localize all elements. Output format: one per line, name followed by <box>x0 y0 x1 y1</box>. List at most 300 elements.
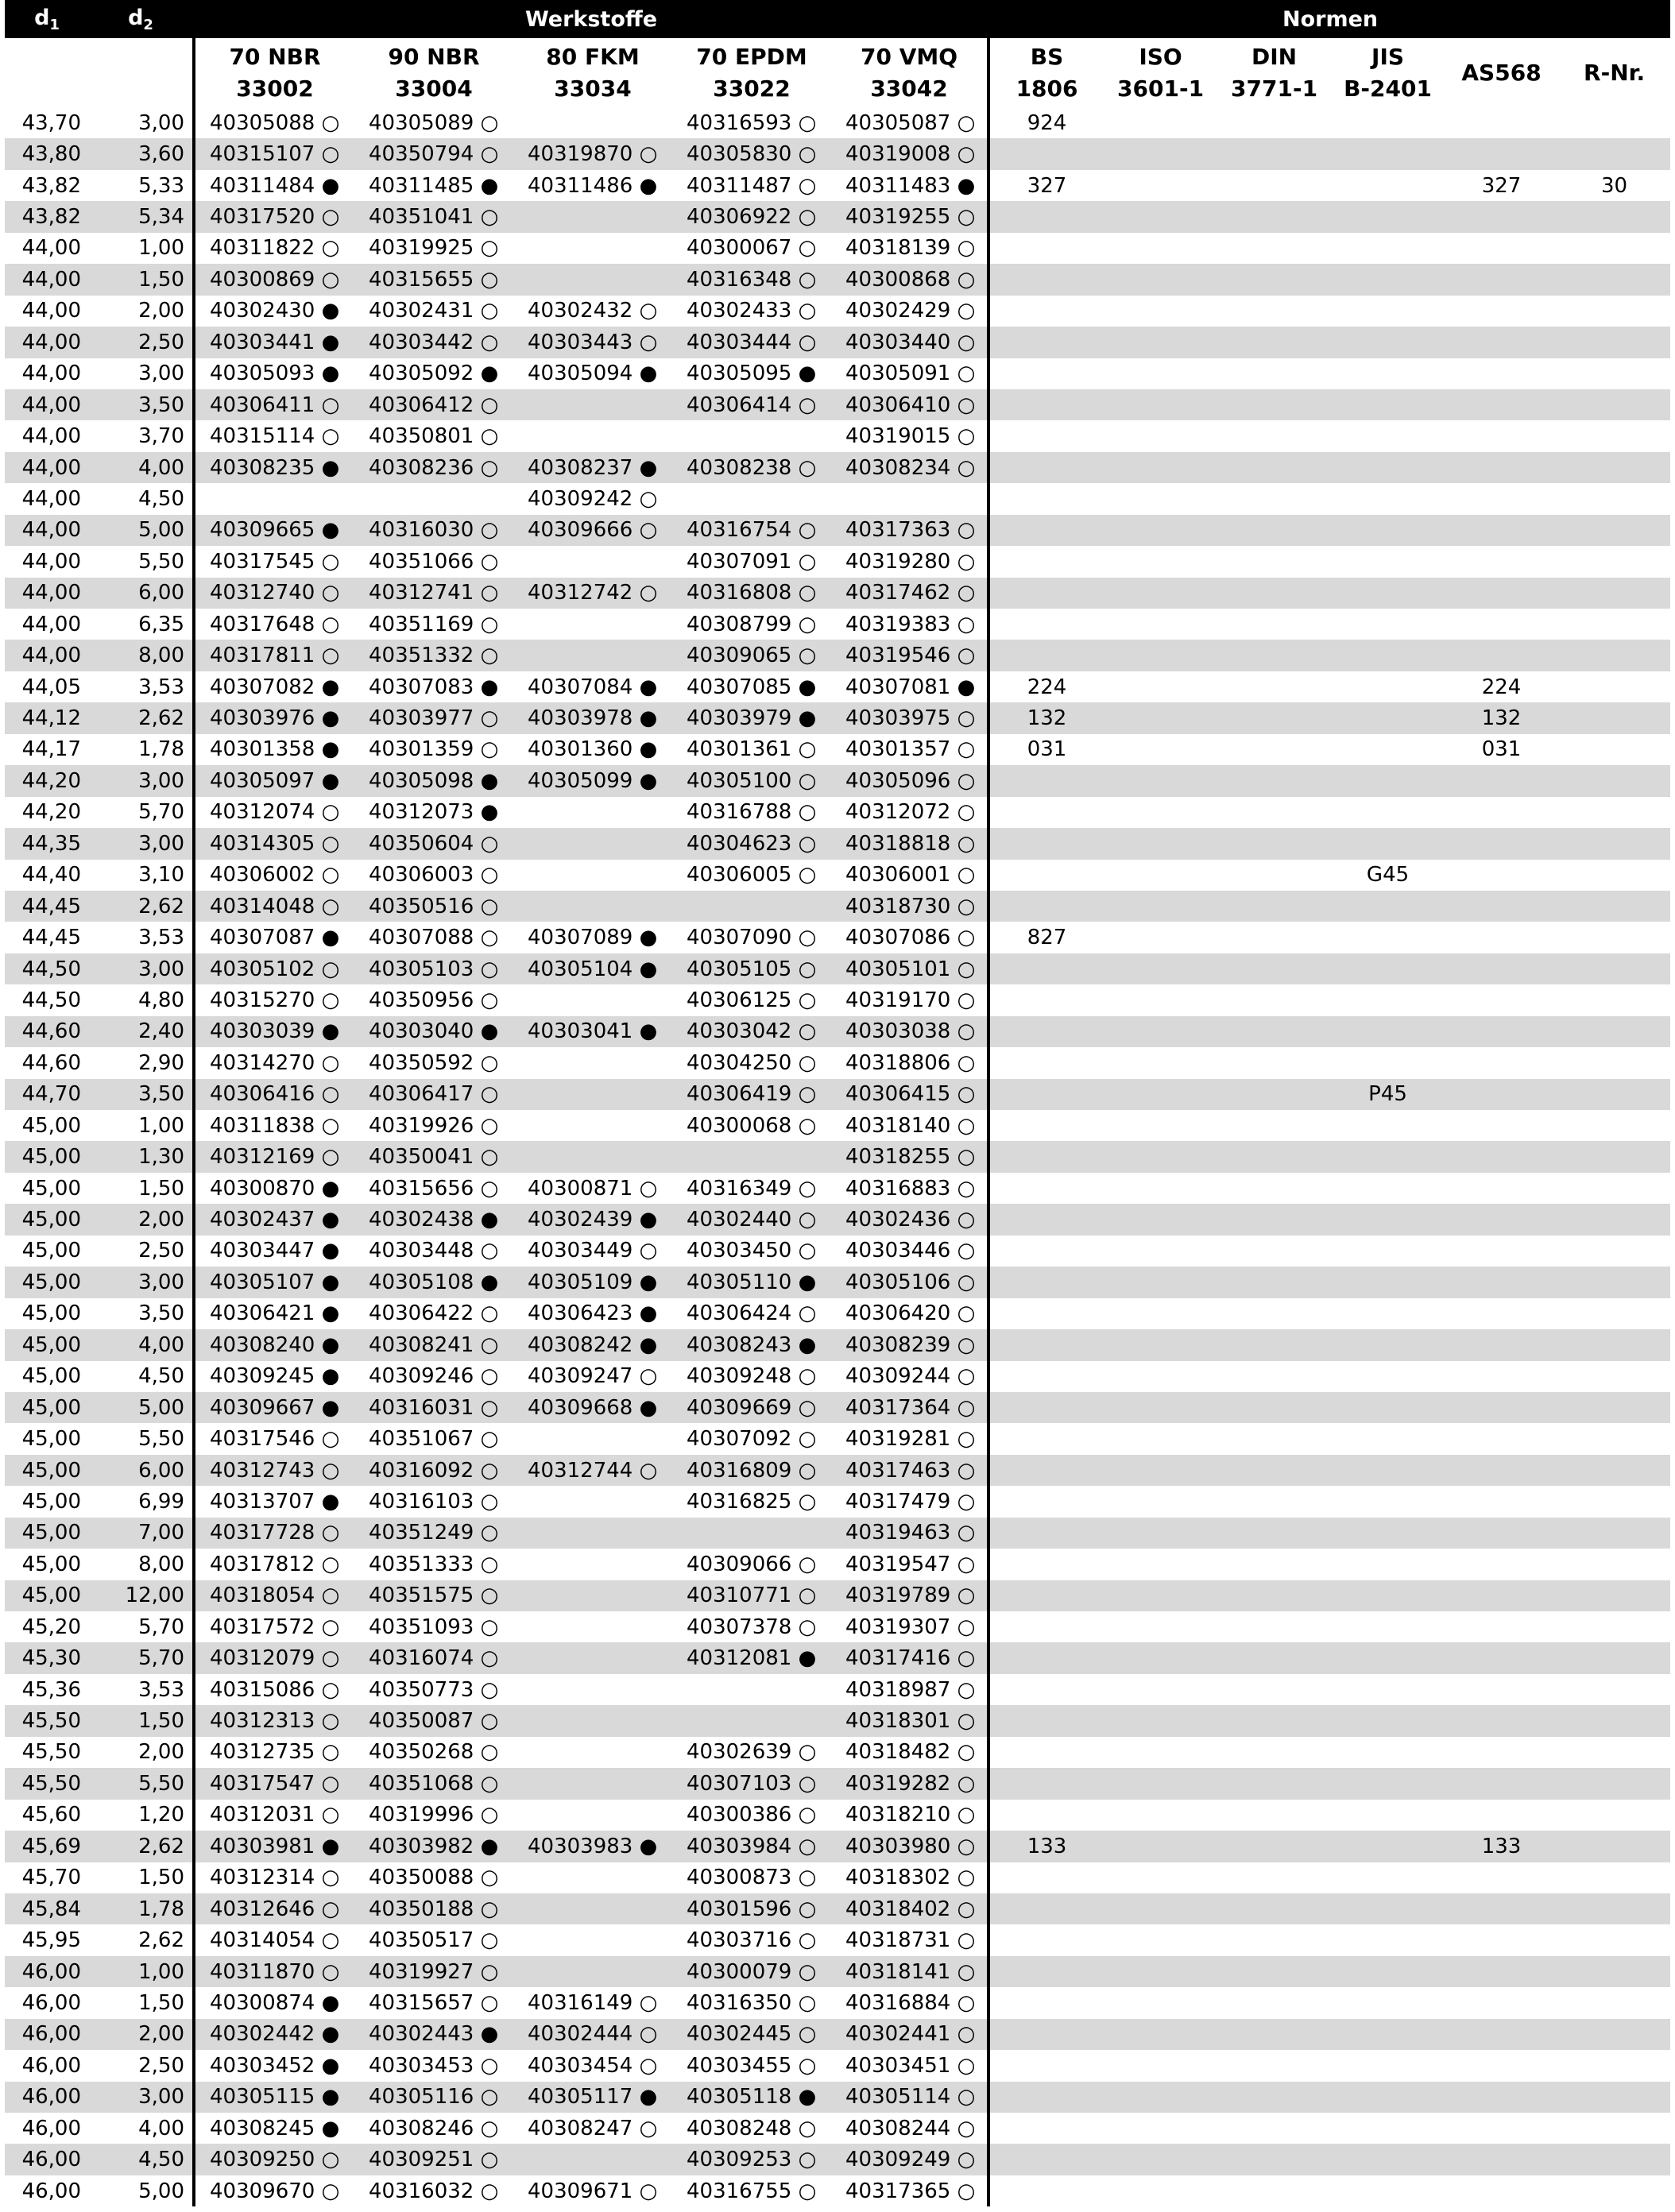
cell-nbr70: 40312735 ○ <box>210 1740 340 1765</box>
cell-d2: 6,35 <box>89 609 195 640</box>
cell-jis2401 <box>1331 1016 1445 1047</box>
cell-iso3601 <box>1104 233 1217 264</box>
cell-vmq70: 40319015 ○ <box>831 420 990 451</box>
table-row <box>5 1236 1670 1266</box>
cell-bs1806 <box>990 420 1104 451</box>
cell-epdm70: 40309669 ○ <box>672 1392 831 1423</box>
cell-as568 <box>1445 1298 1558 1329</box>
cell-as568 <box>1445 1611 1558 1642</box>
cell-jis2401 <box>1331 2019 1445 2050</box>
table-row <box>5 1329 1670 1360</box>
cell-vmq70: 40318818 ○ <box>831 828 990 859</box>
cell-bs1806 <box>990 1705 1104 1736</box>
cell-nbr70: 40317545 ○ <box>210 549 340 574</box>
cell-nbr70: 40306002 ○ <box>210 863 340 888</box>
cell-d1: 46,00 <box>5 2019 89 2050</box>
cell-fkm80 <box>513 1423 672 1454</box>
cell-d1: 45,50 <box>5 1768 89 1799</box>
cell-jis2401 <box>1331 1893 1445 1924</box>
cell-vmq70: 40318731 ○ <box>831 1924 990 1955</box>
cell-din3771 <box>1217 1204 1331 1235</box>
cell-din3771 <box>1217 138 1331 169</box>
material-header-nbr90: 90 NBR 33004 <box>354 38 513 107</box>
cell-fkm80 <box>513 828 672 859</box>
cell-d1: 44,00 <box>21 299 81 323</box>
cell-d2: 2,62 <box>89 702 195 733</box>
cell-vmq70: 40309249 ○ <box>831 2144 990 2175</box>
cell-iso3601 <box>1104 1423 1217 1454</box>
cell-nbr90: 40309251 ○ <box>354 2144 513 2175</box>
cell-d1: 44,00 <box>5 327 89 358</box>
cell-rnr <box>1558 953 1670 984</box>
cell-rnr <box>1558 1831 1670 1862</box>
cell-bs1806 <box>990 1674 1104 1705</box>
table-row <box>5 1642 1670 1673</box>
cell-rnr <box>1558 734 1670 765</box>
table-row <box>5 2082 1670 2113</box>
cell-iso3601 <box>1104 640 1217 671</box>
cell-as568 <box>1445 138 1558 169</box>
cell-d1: 44,00 <box>21 236 81 261</box>
cell-as568 <box>1445 1800 1558 1831</box>
table-row <box>5 797 1670 828</box>
cell-d2: 6,00 <box>89 1455 195 1486</box>
cell-epdm70: 40316349 ○ <box>687 1176 817 1201</box>
cell-nbr90: 40316032 ○ <box>369 2179 499 2203</box>
cell-iso3601 <box>1104 201 1217 232</box>
cell-d1: 45,00 <box>21 1489 81 1514</box>
cell-as568 <box>1445 828 1558 859</box>
cell-din3771 <box>1217 1987 1331 2018</box>
cell-jis2401 <box>1331 765 1445 796</box>
cell-d1: 43,82 <box>21 173 81 198</box>
cell-epdm70: 40316755 ○ <box>687 2179 817 2203</box>
cell-bs1806: 827 <box>1027 926 1067 950</box>
cell-d2: 1,50 <box>89 1987 195 2018</box>
cell-nbr90: 40305089 ○ <box>369 110 499 135</box>
cell-epdm70: 40303444 ○ <box>672 327 831 358</box>
cell-d1: 45,00 <box>5 1266 89 1297</box>
cell-nbr90: 40350956 ○ <box>369 988 499 1012</box>
cell-d2: 12,00 <box>89 1580 195 1611</box>
cell-d1: 45,69 <box>5 1831 89 1862</box>
cell-nbr70: 40315086 ○ <box>210 1677 340 1702</box>
cell-nbr90: 40350516 ○ <box>354 891 513 922</box>
cell-rnr <box>1558 233 1670 264</box>
cell-iso3601 <box>1104 2050 1217 2081</box>
cell-nbr90: 40316092 ○ <box>354 1455 513 1486</box>
cell-epdm70 <box>672 1674 831 1705</box>
cell-epdm70: 40301596 ○ <box>672 1893 831 1924</box>
cell-d2: 2,62 <box>89 1924 195 1955</box>
cell-jis2401 <box>1331 1549 1445 1580</box>
cell-nbr90: 40302431 ○ <box>369 299 499 323</box>
cell-d1: 44,12 <box>5 702 89 733</box>
cell-as568: 031 <box>1481 737 1522 762</box>
cell-bs1806 <box>990 1893 1104 1924</box>
cell-vmq70: 40319255 ○ <box>831 201 990 232</box>
cell-rnr <box>1558 828 1670 859</box>
cell-d1: 44,45 <box>21 926 81 950</box>
table-row <box>5 702 1670 733</box>
cell-jis2401 <box>1331 233 1445 264</box>
cell-nbr70: 40311870 ○ <box>195 1956 354 1987</box>
table-row <box>5 1580 1670 1611</box>
table-row <box>5 1141 1670 1172</box>
cell-d1: 46,00 <box>21 2053 81 2078</box>
cell-as568 <box>1445 609 1558 640</box>
cell-jis2401 <box>1331 1956 1445 1987</box>
cell-nbr90: 40315657 ○ <box>369 1990 499 2015</box>
cell-d1: 45,00 <box>21 1427 81 1452</box>
cell-bs1806 <box>990 1549 1104 1580</box>
cell-vmq70: 40305114 ○ <box>831 2082 990 2113</box>
cell-nbr90: 40307088 ○ <box>369 926 499 950</box>
cell-nbr90: 40312741 ○ <box>354 578 513 609</box>
cell-rnr <box>1558 2113 1670 2144</box>
cell-bs1806: 132 <box>990 702 1104 733</box>
cell-jis2401 <box>1331 609 1445 640</box>
cell-rnr <box>1558 420 1670 451</box>
cell-jis2401 <box>1331 828 1445 859</box>
cell-fkm80 <box>513 1674 672 1705</box>
cell-din3771 <box>1217 2175 1331 2206</box>
cell-as568 <box>1445 797 1558 828</box>
cell-iso3601 <box>1104 2082 1217 2113</box>
cell-nbr90: 40303982 ● <box>354 1831 513 1862</box>
cell-vmq70: 40306415 ○ <box>831 1079 990 1110</box>
cell-epdm70: 40303716 ○ <box>687 1928 817 1953</box>
cell-d1: 44,00 <box>21 424 81 449</box>
cell-iso3601 <box>1104 483 1217 514</box>
cell-din3771 <box>1217 1173 1331 1204</box>
cell-d2: 5,70 <box>89 797 195 828</box>
cell-nbr90: 40350188 ○ <box>354 1893 513 1924</box>
cell-nbr70: 40306421 ● <box>210 1301 340 1326</box>
cell-iso3601 <box>1104 922 1217 953</box>
cell-iso3601 <box>1104 1549 1217 1580</box>
d2-sub-header <box>89 38 195 107</box>
cell-bs1806 <box>990 1611 1104 1642</box>
cell-nbr70: 40305107 ● <box>195 1266 354 1297</box>
cell-din3771 <box>1217 483 1331 514</box>
cell-epdm70: 40316593 ○ <box>687 110 817 135</box>
cell-bs1806 <box>990 515 1104 546</box>
cell-vmq70: 40319280 ○ <box>831 546 990 577</box>
cell-vmq70: 40305096 ○ <box>831 765 990 796</box>
cell-nbr90: 40303448 ○ <box>369 1239 499 1263</box>
cell-d2: 1,00 <box>89 233 195 264</box>
cell-vmq70: 40318402 ○ <box>831 1893 990 1924</box>
cell-fkm80 <box>513 1518 672 1549</box>
cell-nbr70: 40317812 ○ <box>210 1552 340 1576</box>
cell-epdm70: 40300873 ○ <box>687 1866 817 1890</box>
norm-header-din: DIN 3771-1 <box>1217 38 1331 107</box>
cell-bs1806 <box>990 138 1104 169</box>
cell-din3771 <box>1217 1674 1331 1705</box>
cell-d2: 2,40 <box>89 1016 195 1047</box>
cell-iso3601 <box>1104 1016 1217 1047</box>
cell-epdm70: 40306125 ○ <box>687 988 817 1012</box>
cell-rnr <box>1558 1768 1670 1799</box>
cell-d1: 45,00 <box>21 1239 81 1263</box>
cell-nbr70: 40300874 ● <box>210 1990 340 2015</box>
cell-epdm70: 40306424 ○ <box>687 1301 817 1326</box>
cell-d2: 7,00 <box>89 1518 195 1549</box>
cell-iso3601 <box>1104 264 1217 295</box>
cell-d2: 4,00 <box>89 452 195 483</box>
cell-d1: 46,00 <box>21 2179 81 2203</box>
cell-nbr90: 40350794 ○ <box>354 138 513 169</box>
cell-as568 <box>1445 1862 1558 1893</box>
cell-iso3601 <box>1104 1455 1217 1486</box>
cell-as568 <box>1445 1705 1558 1736</box>
cell-nbr90: 40351333 ○ <box>369 1552 499 1576</box>
cell-as568 <box>1445 1549 1558 1580</box>
cell-nbr70: 40311838 ○ <box>210 1113 340 1138</box>
cell-d1: 44,00 <box>5 578 89 609</box>
cell-rnr <box>1558 1047 1670 1078</box>
cell-bs1806 <box>990 2019 1104 2050</box>
cell-d1: 46,00 <box>5 2144 89 2175</box>
cell-d1: 43,82 <box>5 201 89 232</box>
cell-rnr <box>1558 1705 1670 1736</box>
cell-bs1806 <box>990 609 1104 640</box>
cell-as568 <box>1445 452 1558 483</box>
cell-epdm70: 40303042 ○ <box>672 1016 831 1047</box>
table-row <box>5 1987 1670 2018</box>
cell-nbr70: 40312314 ○ <box>210 1866 340 1890</box>
cell-vmq70: 40317462 ○ <box>831 578 990 609</box>
cell-nbr90: 40351249 ○ <box>354 1518 513 1549</box>
cell-epdm70: 40302445 ○ <box>672 2019 831 2050</box>
cell-jis2401 <box>1331 546 1445 577</box>
cell-iso3601 <box>1104 2175 1217 2206</box>
cell-din3771 <box>1217 1893 1331 1924</box>
cell-iso3601 <box>1104 2019 1217 2050</box>
cell-fkm80 <box>513 1141 672 1172</box>
cell-iso3601 <box>1104 389 1217 420</box>
cell-bs1806 <box>990 483 1104 514</box>
cell-fkm80 <box>513 1862 672 1893</box>
cell-jis2401 <box>1331 1580 1445 1611</box>
cell-vmq70: 40303038 ○ <box>831 1016 990 1047</box>
cell-d1: 44,60 <box>21 1050 81 1075</box>
cell-epdm70 <box>672 891 831 922</box>
cell-nbr90: 40303040 ● <box>354 1016 513 1047</box>
cell-nbr70: 40303447 ● <box>210 1239 340 1263</box>
cell-bs1806 <box>990 1768 1104 1799</box>
cell-fkm80 <box>513 2144 672 2175</box>
cell-iso3601 <box>1104 1893 1217 1924</box>
cell-rnr <box>1558 358 1670 389</box>
cell-fkm80: 40302439 ● <box>513 1204 672 1235</box>
cell-nbr70: 40305088 ○ <box>210 110 340 135</box>
cell-fkm80 <box>513 233 672 264</box>
cell-iso3601 <box>1104 1800 1217 1831</box>
cell-as568 <box>1445 1768 1558 1799</box>
cell-jis2401 <box>1331 1674 1445 1705</box>
cell-rnr <box>1558 1549 1670 1580</box>
d1-sub-header <box>5 38 89 107</box>
cell-as568 <box>1445 1016 1558 1047</box>
cell-as568 <box>1445 296 1558 327</box>
cell-iso3601 <box>1104 828 1217 859</box>
cell-iso3601 <box>1104 515 1217 546</box>
cell-bs1806 <box>990 1737 1104 1768</box>
cell-din3771 <box>1217 1549 1331 1580</box>
cell-jis2401 <box>1331 922 1445 953</box>
cell-din3771 <box>1217 922 1331 953</box>
cell-fkm80: 40309247 ○ <box>528 1364 658 1389</box>
cell-bs1806 <box>990 201 1104 232</box>
cell-fkm80: 40303443 ○ <box>513 327 672 358</box>
cell-epdm70: 40305100 ○ <box>672 765 831 796</box>
cell-nbr90: 40351041 ○ <box>354 201 513 232</box>
cell-d2: 4,50 <box>89 2144 195 2175</box>
cell-jis2401 <box>1331 1047 1445 1078</box>
cell-nbr90: 40311485 ● <box>369 173 499 198</box>
table-row <box>5 515 1670 546</box>
cell-nbr90: 40350088 ○ <box>369 1866 499 1890</box>
cell-vmq70: 40307086 ○ <box>831 922 990 953</box>
cell-vmq70: 40319008 ○ <box>831 138 990 169</box>
cell-iso3601 <box>1104 1580 1217 1611</box>
cell-vmq70: 40311483 ● <box>831 170 990 201</box>
cell-d2: 3,00 <box>89 765 195 796</box>
cell-epdm70 <box>672 1141 831 1172</box>
cell-din3771 <box>1217 1423 1331 1454</box>
cell-vmq70: 40306410 ○ <box>831 389 990 420</box>
cell-vmq70: 40317365 ○ <box>831 2175 990 2206</box>
cell-nbr70: 40309665 ● <box>195 515 354 546</box>
cell-jis2401 <box>1331 1298 1445 1329</box>
cell-fkm80 <box>513 389 672 420</box>
table-row <box>5 609 1670 640</box>
table-row <box>5 2019 1670 2050</box>
cell-nbr70: 40313707 ● <box>210 1489 340 1514</box>
cell-bs1806: 327 <box>1027 173 1067 198</box>
cell-nbr90: 40351068 ○ <box>354 1768 513 1799</box>
cell-din3771 <box>1217 1110 1331 1141</box>
cell-d2: 3,53 <box>89 671 195 702</box>
cell-rnr <box>1558 1204 1670 1235</box>
cell-iso3601 <box>1104 1173 1217 1204</box>
cell-iso3601 <box>1104 1110 1217 1141</box>
cell-din3771 <box>1217 1924 1331 1955</box>
cell-din3771 <box>1217 2144 1331 2175</box>
cell-rnr <box>1558 891 1670 922</box>
table-row <box>5 671 1670 702</box>
cell-jis2401 <box>1331 107 1445 138</box>
cell-nbr90: 40308241 ○ <box>354 1329 513 1360</box>
cell-jis2401 <box>1331 1110 1445 1141</box>
cell-nbr90: 40302438 ● <box>354 1204 513 1235</box>
cell-d1: 44,45 <box>5 891 89 922</box>
table-row <box>5 327 1670 358</box>
cell-jis2401 <box>1331 1392 1445 1423</box>
cell-nbr70: 40317728 ○ <box>195 1518 354 1549</box>
table-row <box>5 1831 1670 1862</box>
cell-d2: 4,00 <box>89 2113 195 2144</box>
cell-as568 <box>1445 546 1558 577</box>
cell-fkm80: 40301360 ● <box>528 737 658 762</box>
cell-nbr90: 40305098 ● <box>354 765 513 796</box>
cell-vmq70: 40303446 ○ <box>831 1236 990 1266</box>
cell-iso3601 <box>1104 1518 1217 1549</box>
cell-iso3601 <box>1104 327 1217 358</box>
cell-d1: 44,00 <box>21 612 81 636</box>
cell-iso3601 <box>1104 546 1217 577</box>
cell-rnr <box>1558 1924 1670 1955</box>
cell-iso3601 <box>1104 1141 1217 1172</box>
table-row <box>5 922 1670 953</box>
cell-nbr70: 40309670 ○ <box>210 2179 340 2203</box>
table-row <box>5 1079 1670 1110</box>
cell-rnr <box>1558 1580 1670 1611</box>
cell-epdm70: 40316808 ○ <box>672 578 831 609</box>
cell-din3771 <box>1217 1642 1331 1673</box>
cell-epdm70: 40316788 ○ <box>687 800 817 825</box>
cell-bs1806 <box>990 1079 1104 1110</box>
cell-as568 <box>1445 515 1558 546</box>
cell-rnr <box>1558 1236 1670 1266</box>
cell-d1: 45,20 <box>21 1615 81 1639</box>
cell-epdm70: 40308243 ● <box>672 1329 831 1360</box>
cell-d2: 2,00 <box>89 1204 195 1235</box>
cell-jis2401 <box>1331 296 1445 327</box>
cell-bs1806 <box>990 891 1104 922</box>
cell-bs1806 <box>990 1141 1104 1172</box>
table-row <box>5 138 1670 169</box>
cell-vmq70: 40307081 ● <box>831 671 990 702</box>
table-row <box>5 953 1670 984</box>
table-row <box>5 2113 1670 2144</box>
cell-nbr90: 40301359 ○ <box>369 737 499 762</box>
cell-din3771 <box>1217 984 1331 1015</box>
cell-nbr90: 40351169 ○ <box>369 612 499 636</box>
cell-as568 <box>1445 2175 1558 2206</box>
cell-as568 <box>1445 578 1558 609</box>
cell-nbr70: 40309250 ○ <box>195 2144 354 2175</box>
cell-jis2401 <box>1331 1611 1445 1642</box>
cell-iso3601 <box>1104 420 1217 451</box>
cell-jis2401 <box>1331 1361 1445 1392</box>
cell-d1: 44,35 <box>5 828 89 859</box>
table-row <box>5 107 1670 138</box>
cell-vmq70: 40308244 ○ <box>831 2113 990 2144</box>
cell-jis2401 <box>1331 1141 1445 1172</box>
cell-jis2401 <box>1331 327 1445 358</box>
cell-vmq70: 40317479 ○ <box>831 1486 990 1517</box>
cell-nbr70: 40314270 ○ <box>210 1050 340 1075</box>
cell-vmq70: 40319282 ○ <box>831 1768 990 1799</box>
cell-bs1806 <box>990 327 1104 358</box>
table-row <box>5 828 1670 859</box>
cell-jis2401 <box>1331 2144 1445 2175</box>
cell-as568 <box>1445 483 1558 514</box>
cell-nbr90: 40306003 ○ <box>369 863 499 888</box>
cell-bs1806 <box>990 1580 1104 1611</box>
cell-din3771 <box>1217 1862 1331 1893</box>
cell-nbr90: 40351067 ○ <box>369 1427 499 1452</box>
cell-d1: 45,00 <box>5 1141 89 1172</box>
cell-vmq70: 40303451 ○ <box>831 2050 990 2081</box>
cell-epdm70: 40316825 ○ <box>687 1489 817 1514</box>
cell-d1: 45,50 <box>21 1740 81 1765</box>
cell-din3771 <box>1217 107 1331 138</box>
cell-jis2401 <box>1331 702 1445 733</box>
